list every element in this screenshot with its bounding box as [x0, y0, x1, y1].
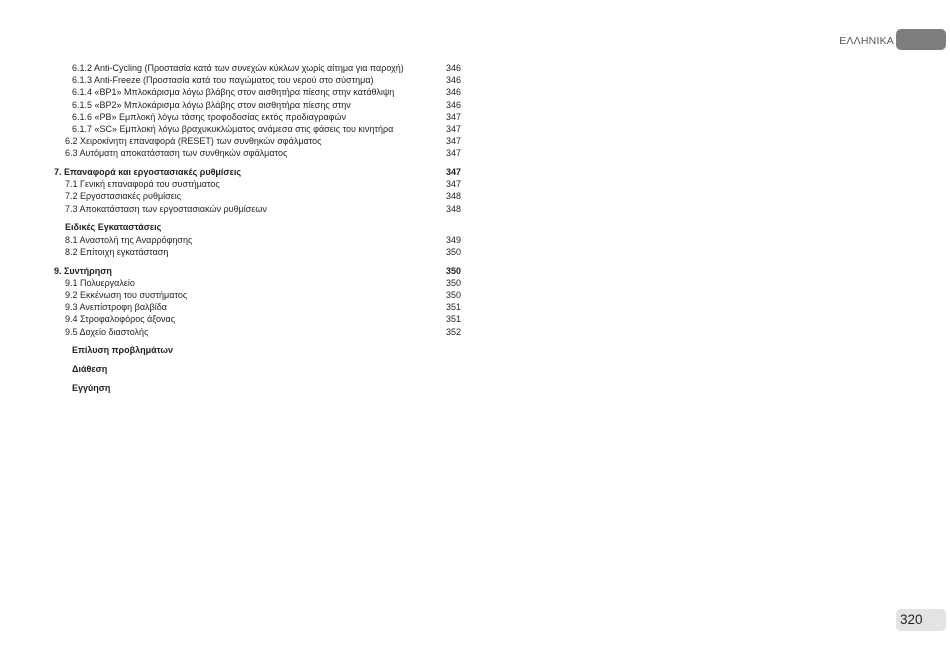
toc-chapter [54, 166, 461, 178]
toc-entry-page: 350 [445, 246, 461, 257]
toc-entry-title: 6.1.7 «SC» Εμπλοκή λόγω βραχυκυκλώματος ανάμεσα στις φάσεις του κινητήρα [72, 123, 394, 134]
toc-entry [54, 178, 461, 190]
toc-entry-title: 9.3 Ανεπίστροφη βαλβίδα [65, 302, 167, 313]
toc-entry-page: 347 [445, 179, 461, 190]
toc-entry-title: 9.4 Στροφαλοφόρος άξονας [65, 314, 176, 325]
toc-entry [54, 190, 461, 202]
page-number-box [896, 609, 946, 631]
toc-entry-page: 347 [445, 111, 461, 122]
toc-entry-title: 6.3 Αυτόματη αποκατάσταση των συνθηκών σφάλματος [65, 148, 288, 159]
toc-entry-title: 7.2 Εργοστασιακές ρυθμίσεις [65, 191, 182, 202]
toc-entry-title: 7.1 Γενική επαναφορά του συστήματος [65, 179, 220, 190]
toc-entry-title: 6.1.5 «BP2» Μπλοκάρισμα λόγω βλάβης στον αισθητήρα πίεσης στην [72, 99, 351, 110]
toc-entry-page: 351 [445, 314, 461, 325]
toc-chapter [54, 344, 461, 356]
language-label: ΕΛΛΗΝΙΚΑ [839, 35, 894, 47]
toc-entry-title: 9.1 Πολυεργαλείο [65, 277, 135, 288]
toc-entry-title: 8.2 Επίτοιχη εγκατάσταση [65, 246, 169, 257]
toc-chapter [54, 363, 461, 375]
toc-entry [54, 99, 461, 111]
toc-entry [54, 277, 461, 289]
toc-entry-page: 349 [445, 234, 461, 245]
toc-chapter-title: 9. Συντήρηση [54, 265, 112, 276]
toc-entry [54, 123, 461, 135]
toc-entry [54, 86, 461, 98]
toc-chapter-title: Επίλυση προβλημάτων [72, 345, 174, 356]
toc-entry-title: 9.5 Δοχείο διαστολής [65, 326, 149, 337]
toc-entry-title: 6.1.3 Anti-Freeze (Προστασία κατά του παγώματος του νερού στο σύστημα) [72, 75, 374, 86]
toc-chapter-title: Ειδικές Εγκαταστάσεις [65, 222, 162, 233]
toc-entry [54, 74, 461, 86]
toc-chapter [54, 221, 461, 233]
toc-chapter-title: 7. Επαναφορά και εργοστασιακές ρυθμίσεις [54, 167, 242, 178]
toc-entry-title: 8.1 Αναστολή της Αναρρόφησης [65, 234, 193, 245]
toc-entry-title: 9.2 Εκκένωση του συστήματος [65, 289, 188, 300]
toc-entry [54, 234, 461, 246]
table-of-contents [54, 62, 461, 394]
toc-entry [54, 246, 461, 258]
toc-entry [54, 301, 461, 313]
toc-entry-title: 7.3 Αποκατάσταση των εργοστασιακών ρυθμίσεων [65, 203, 267, 214]
page-number: 320 [900, 612, 923, 627]
toc-entry-page: 347 [445, 136, 461, 147]
toc-entry-page: 348 [445, 203, 461, 214]
toc-chapter [54, 265, 461, 277]
toc-entry-page: 347 [445, 148, 461, 159]
toc-entry-page: 346 [445, 99, 461, 110]
toc-entry [54, 203, 461, 215]
toc-chapter-page: 350 [445, 265, 461, 276]
toc-chapter-page: 347 [445, 167, 461, 178]
toc-chapter [54, 382, 461, 394]
toc-entry-page: 346 [445, 87, 461, 98]
toc-entry-page: 350 [445, 289, 461, 300]
toc-entry-title: 6.2 Χειροκίνητη επαναφορά (RESET) των συνθηκών σφάλματος [65, 136, 322, 147]
toc-chapter-title: Διάθεση [72, 364, 108, 375]
toc-entry-title: 6.1.2 Anti-Cycling (Προστασία κατά των συνεχών κύκλων χωρίς αίτημα για παροχή) [72, 63, 404, 73]
toc-entry [54, 326, 461, 338]
toc-entry [54, 135, 461, 147]
toc-entry-page: 347 [445, 123, 461, 134]
toc-entry [54, 313, 461, 325]
toc-entry [54, 62, 461, 74]
toc-entry-page: 346 [445, 63, 461, 73]
toc-entry-page: 350 [445, 277, 461, 288]
toc-entry-page: 346 [445, 75, 461, 86]
toc-entry [54, 111, 461, 123]
language-tab [896, 29, 946, 50]
toc-entry-page: 351 [445, 302, 461, 313]
toc-entry [54, 147, 461, 159]
toc-entry [54, 289, 461, 301]
toc-entry-page: 352 [445, 326, 461, 337]
toc-entry-title: 6.1.4 «BP1» Μπλοκάρισμα λόγω βλάβης στον αισθητήρα πίεσης στην κατάθλιψη [72, 87, 395, 98]
toc-entry-page: 348 [445, 191, 461, 202]
toc-entry-title: 6.1.6 «PB» Εμπλοκή λόγω τάσης τροφοδοσίας εκτός προδιαγραφών [72, 111, 347, 122]
toc-chapter-title: Εγγύηση [72, 382, 111, 393]
